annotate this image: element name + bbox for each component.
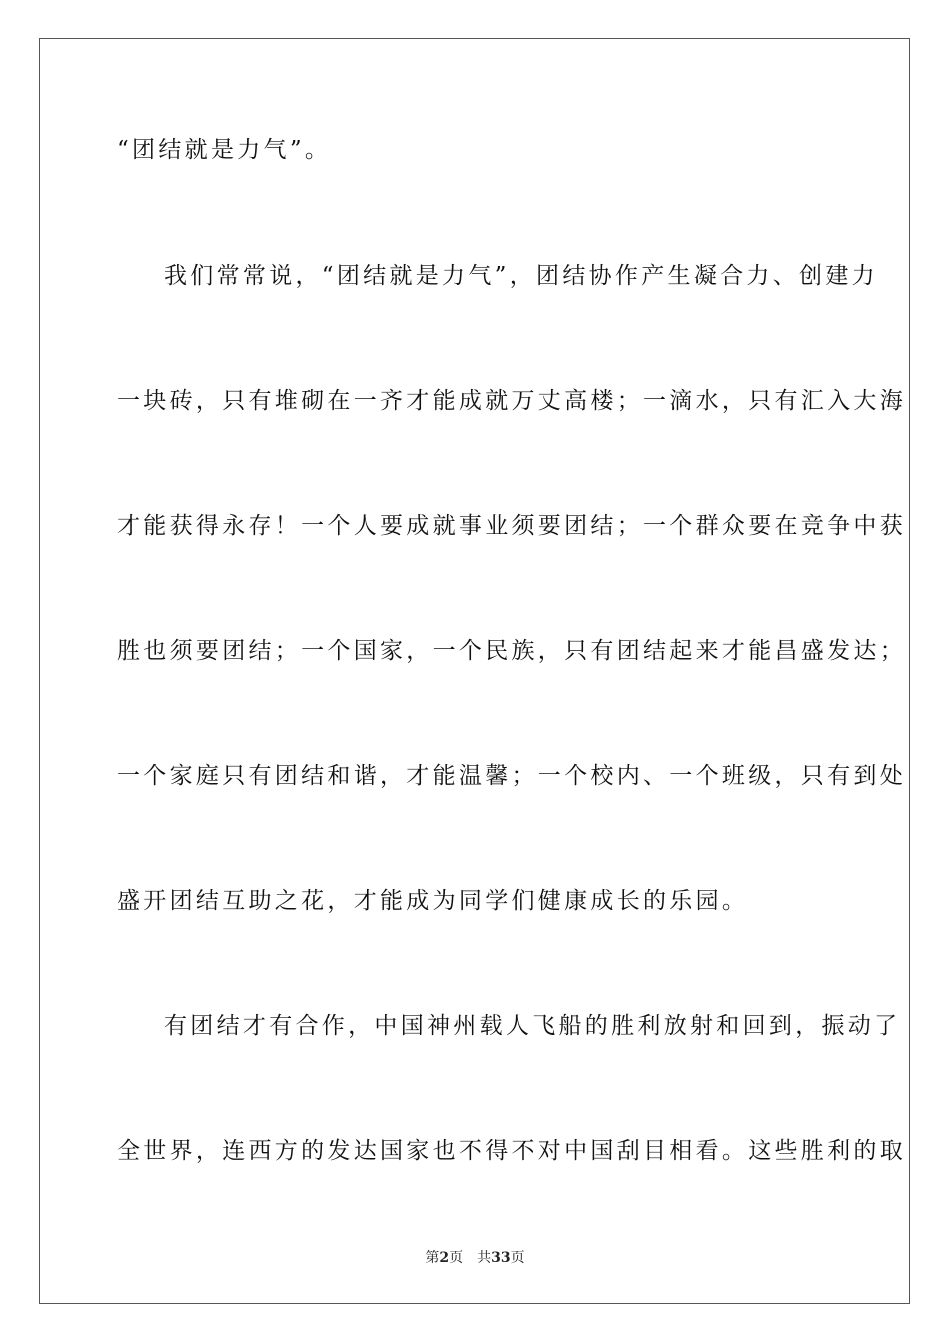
text-line-8: 有团结才有合作，中国神州载人飞船的胜利放射和回到，振动了 (164, 1013, 901, 1039)
page-suffix: 页 (449, 1250, 464, 1266)
total-pages: 33 (491, 1250, 511, 1266)
text-line-5: 胜也须要团结；一个国家，一个民族，只有团结起来才能昌盛发达； (117, 638, 906, 664)
total-prefix: 共 (477, 1250, 492, 1266)
total-suffix: 页 (510, 1250, 525, 1266)
text-line-7: 盛开团结互助之花，才能成为同学们健康成长的乐园。 (117, 888, 749, 914)
text-line-9: 全世界，连西方的发达国家也不得不对中国刮目相看。这些胜利的取 (117, 1138, 906, 1164)
text-line-3: 一块砖，只有堆砌在一齐才能成就万丈高楼；一滴水，只有汇入大海 (117, 388, 906, 414)
text-line-6: 一个家庭只有团结和谐，才能温馨；一个校内、一个班级，只有到处 (117, 763, 906, 789)
page-number: 2 (439, 1250, 450, 1266)
page-footer (0, 1248, 950, 1268)
page-prefix: 第 (425, 1250, 440, 1266)
text-line-4: 才能获得永存！一个人要成就事业须要团结；一个群众要在竞争中获 (117, 513, 906, 539)
text-line-2: 我们常常说，“团结就是力气”，团结协作产生凝合力、创建力 (164, 263, 878, 289)
page-border (39, 38, 910, 1304)
text-line-1: “团结就是力气”。 (117, 137, 332, 163)
